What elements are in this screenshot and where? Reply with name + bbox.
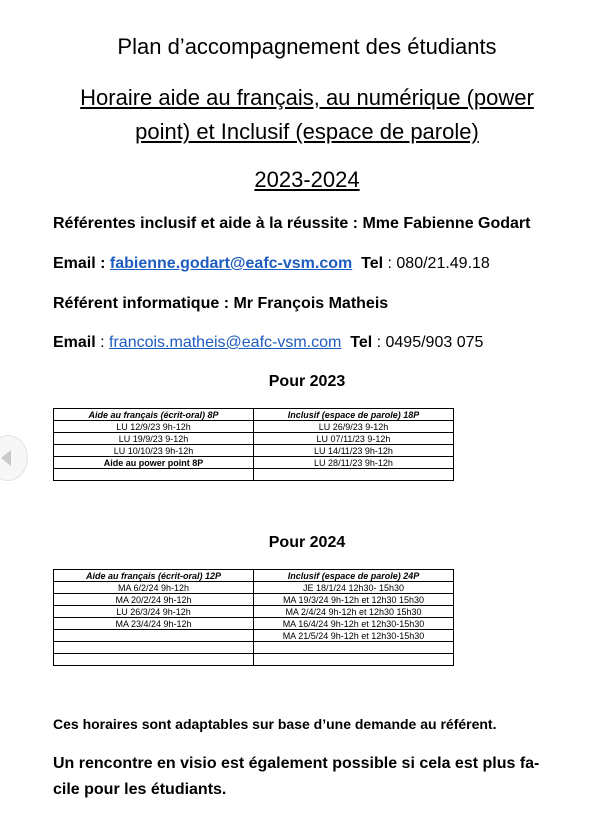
section-heading-2024: Pour 2024 (268, 534, 346, 551)
subtitle-line-1: Horaire aide au français, au numérique (power (80, 85, 534, 110)
contact-line-1 (53, 253, 490, 275)
table-cell: LU 10/10/23 9h-12h (54, 445, 254, 457)
visio-note-line-1: Un rencontre en visio est également possible si cela est plus fa- (53, 755, 540, 772)
school-year: 2023-2024 (254, 167, 360, 192)
table-row (54, 433, 454, 445)
email-label: Email (53, 334, 96, 351)
column-header: Inclusif (espace de parole) 18P (254, 409, 454, 421)
table-cell (54, 469, 254, 481)
table-row (54, 654, 454, 666)
table-row (54, 445, 454, 457)
table-cell: LU 26/3/24 9h-12h (54, 606, 254, 618)
table-row (54, 630, 454, 642)
email-label: Email : (53, 255, 110, 272)
page-title: Plan d’accompagnement des étudiants (117, 34, 497, 59)
table-row (54, 469, 454, 481)
table-cell: LU 12/9/23 9h-12h (54, 421, 254, 433)
table-cell: MA 6/2/24 9h-12h (54, 582, 254, 594)
section-heading-2023: Pour 2023 (268, 373, 346, 390)
column-header: Aide au français (écrit-oral) 12P (54, 570, 254, 582)
tel-label: Tel (361, 255, 384, 272)
table-header-row (54, 570, 454, 582)
table-cell (254, 642, 454, 654)
table-row (54, 606, 454, 618)
table-cell (54, 654, 254, 666)
table-cell: MA 20/2/24 9h-12h (54, 594, 254, 606)
table-row (54, 421, 454, 433)
table-cell: MA 21/5/24 9h-12h et 12h30-15h30 (254, 630, 454, 642)
table-row (54, 642, 454, 654)
table-cell (254, 469, 454, 481)
table-cell (254, 654, 454, 666)
referent-info-line (53, 293, 388, 315)
table-row (54, 582, 454, 594)
table-cell: LU 19/9/23 9-12h (54, 433, 254, 445)
table-cell: LU 14/11/23 9h-12h (254, 445, 454, 457)
tel-label: Tel (350, 334, 373, 351)
tel-value: : 080/21.49.18 (383, 255, 490, 272)
referent-info-name: : Mr François Matheis (219, 295, 389, 312)
table-cell: MA 23/4/24 9h-12h (54, 618, 254, 630)
table-cell: MA 16/4/24 9h-12h et 12h30-15h30 (254, 618, 454, 630)
table-cell: MA 19/3/24 9h-12h et 12h30 15h30 (254, 594, 454, 606)
left-arrow-icon (1, 450, 11, 466)
previous-page-arrow-button[interactable] (0, 435, 28, 481)
schedule-note: Ces horaires sont adaptables sur base d’une demande au référent. (53, 716, 497, 732)
tel-value: : 0495/903 075 (372, 334, 484, 351)
table-row (54, 594, 454, 606)
table-cell: LU 26/9/23 9-12h (254, 421, 454, 433)
table-cell: LU 07/11/23 9-12h (254, 433, 454, 445)
schedule-table-2023 (53, 408, 454, 481)
table-cell (54, 642, 254, 654)
email-link-godart[interactable]: fabienne.godart@eafc-vsm.com (109, 255, 353, 272)
subtitle-line-2: point) et Inclusif (espace de parole) (135, 119, 479, 144)
visio-note-line-2: cile pour les étudiants. (53, 781, 227, 798)
table-row (54, 618, 454, 630)
column-header: Aide au français (écrit-oral) 8P (54, 409, 254, 421)
visio-note (53, 751, 583, 803)
table-header-row (54, 409, 454, 421)
email-link-matheis[interactable]: francois.matheis@eafc-vsm.com (109, 334, 342, 351)
table-cell (54, 630, 254, 642)
table-cell: Aide au power point 8P (54, 457, 254, 469)
email-separator: : (95, 334, 110, 351)
table-cell: LU 28/11/23 9h-12h (254, 457, 454, 469)
table-cell: MA 2/4/24 9h-12h et 12h30 15h30 (254, 606, 454, 618)
schedule-table-2024 (53, 569, 454, 666)
referent-info-label: Référent informatique (53, 295, 220, 312)
column-header: Inclusif (espace de parole) 24P (254, 570, 454, 582)
table-row (54, 457, 454, 469)
referente-line: Référentes inclusif et aide à la réussite : Mme Fabienne Godart (53, 215, 531, 232)
contact-line-2 (53, 332, 483, 354)
table-cell: JE 18/1/24 12h30- 15h30 (254, 582, 454, 594)
subtitle (0, 81, 614, 149)
